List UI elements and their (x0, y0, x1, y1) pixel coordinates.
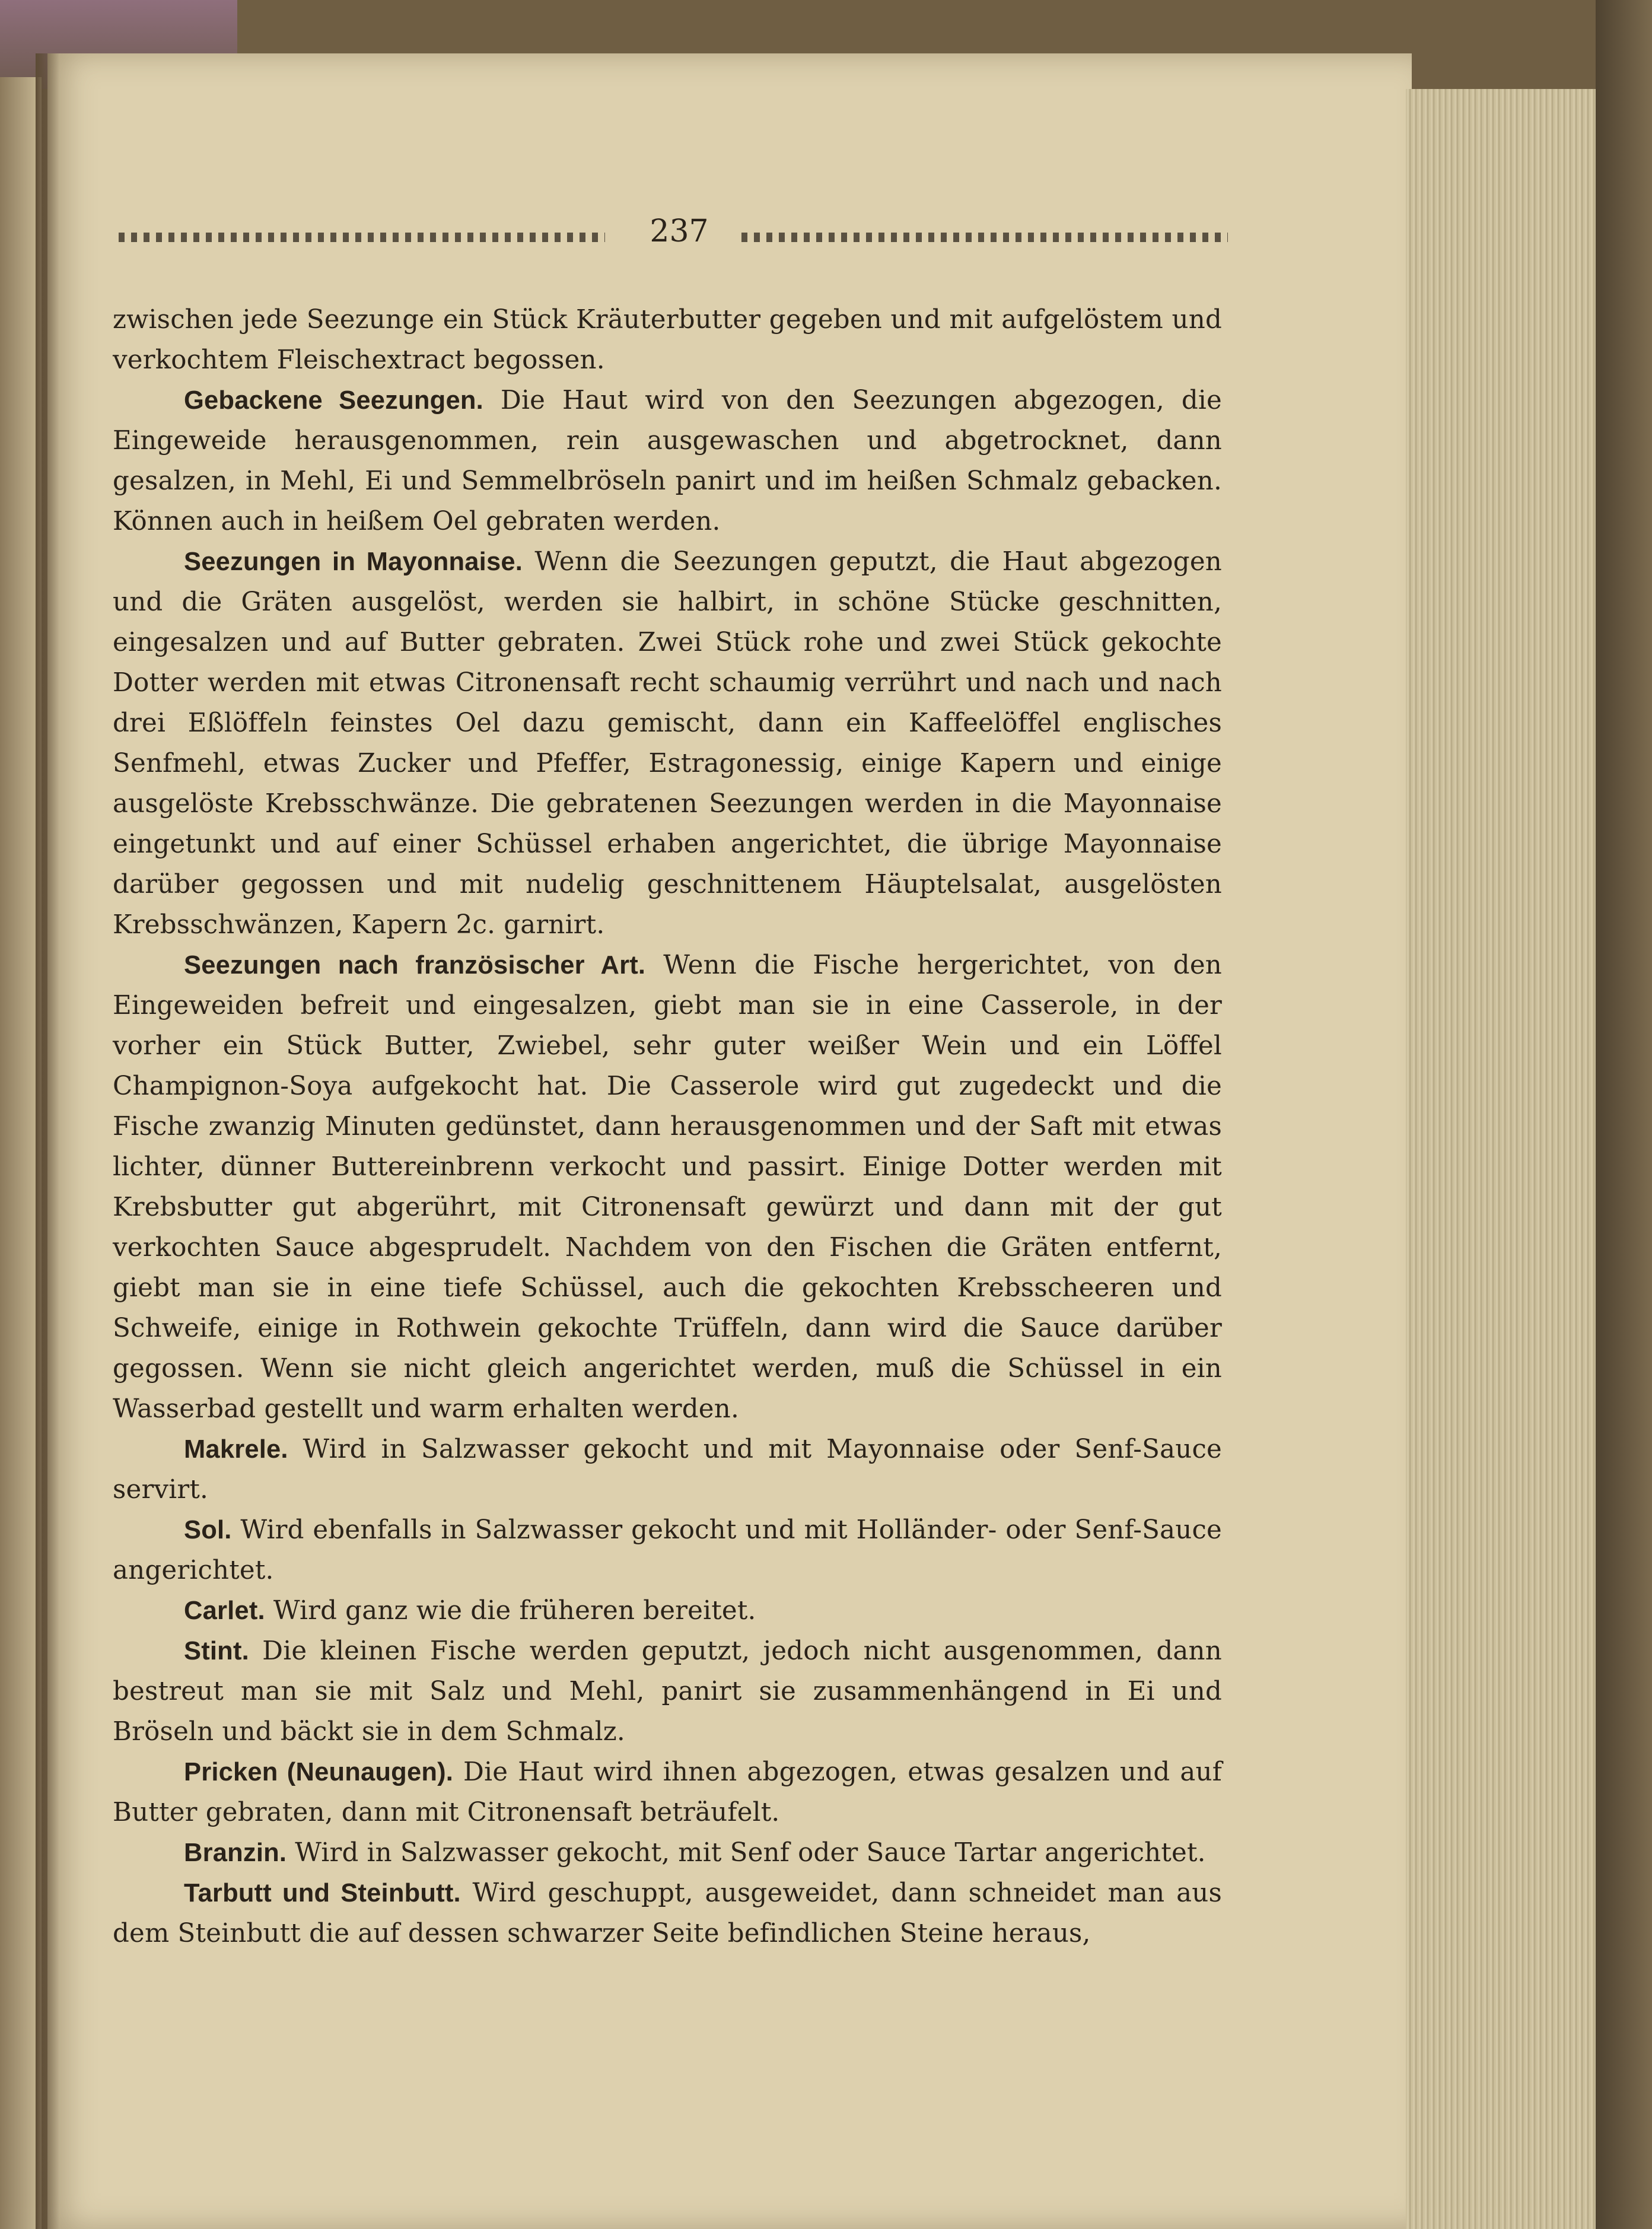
paragraph-text: Wird in Salzwasser gekocht, mit Senf oder Sauce Tartar angerichtet. (295, 1838, 1206, 1868)
recipe-heading: Tarbutt und Steinbutt. (184, 1879, 461, 1907)
recipe-heading: Seezungen nach französischer Art. (184, 951, 646, 980)
paragraph-text: Wird in Salzwasser gekocht und mit Mayonnaise oder Senf-Sauce servirt. (113, 1435, 1222, 1505)
paragraph-continuation (113, 300, 1222, 380)
paragraph-text: Wenn die Fische hergerichtet, von den Eingeweiden befreit und eingesalzen, giebt man sie in eine Casserole, in der vorher ein Stück Butter, Zwiebel, sehr guter weißer Wein und ein Löffel Champignon-Soya aufgekocht hat. Die Casserole wird gut zugedeckt und die Fische zwanzig Minuten gedünstet, dann herausgenommen und der Saft mit etwas lichter, dünner Buttereinbrenn verkocht und passirt. Einige Dotter werden mit Krebsbutter gut abgerührt, mit Citronensaft gewürzt und dann mit der gut verkochten Sauce abgesprudelt. Nachdem von den Fischen die Gräten entfernt, giebt man sie in eine tiefe Schüssel, auch die gekochten Krebsscheeren und Schweife, einige in Rothwein gekochte Trüffeln, dann wird die Sauce darüber gegossen. Wenn sie nicht gleich angerichtet werden, muß die Schüssel in ein Wasserbad gestellt und warm erhalten werden. (113, 950, 1222, 1424)
page-header (119, 214, 1228, 261)
recipe-heading: Carlet. (184, 1597, 265, 1625)
recipe-makrele (113, 1429, 1222, 1510)
header-ornament-right (741, 233, 1228, 242)
recipe-seezungen-mayonnaise (113, 542, 1222, 945)
spine-shadow (36, 53, 59, 2229)
paragraph-text: zwischen jede Seezunge ein Stück Kräuterbutter gegeben und mit aufgelöstem und verkochtem Fleischextract begossen. (113, 305, 1222, 375)
recipe-gebackene-seezungen (113, 380, 1222, 542)
header-ornament-left (119, 233, 605, 242)
paragraph-text: Wird ebenfalls in Salzwasser gekocht und mit Holländer- oder Senf-Sauce angerichtet. (113, 1515, 1222, 1585)
recipe-heading: Sol. (184, 1516, 232, 1544)
recipe-sol (113, 1510, 1222, 1591)
recipe-stint (113, 1631, 1222, 1752)
recipe-heading: Branzin. (184, 1839, 287, 1867)
recipe-pricken (113, 1752, 1222, 1833)
recipe-heading: Stint. (184, 1637, 249, 1665)
recipe-branzin (113, 1833, 1222, 1873)
recipe-heading: Pricken (Neunaugen). (184, 1758, 454, 1786)
paragraph-text: Wenn die Seezungen geputzt, die Haut abgezogen und die Gräten ausgelöst, werden sie halbirt, in schöne Stücke geschnitten, eingesalzen und auf Butter gebraten. Zwei Stück rohe und zwei Stück gekochte Dotter werden mit etwas Citronensaft recht schaumig verrührt und nach und nach drei Eßlöffeln feinstes Oel dazu gemischt, dann ein Kaffeelöffel englisches Senfmehl, etwas Zucker und Pfeffer, Estragonessig, einige Kapern und einige ausgelöste Krebsschwänze. Die gebratenen Seezungen werden in die Mayonnaise eingetunkt und auf einer Schüssel erhaben angerichtet, die übrige Mayonnaise darüber gegossen und mit nudelig geschnittenem Häuptelsalat, ausgelösten Krebsschwänzen, Kapern 2c. garnirt. (113, 547, 1223, 940)
recipe-carlet (113, 1591, 1222, 1631)
book-cover-edge (1596, 0, 1652, 2229)
page-number: 237 (650, 214, 709, 249)
body-text (113, 300, 1222, 1954)
paragraph-text: Die kleinen Fische werden geputzt, jedoch nicht ausgenommen, dann bestreut man sie mit Salz und Mehl, panirt sie zusammenhängend in Ei und Bröseln und bäckt sie in dem Schmalz. (113, 1636, 1222, 1747)
page-edges (1406, 89, 1596, 2229)
recipe-seezungen-franzoesisch (113, 945, 1222, 1429)
recipe-tarbutt (113, 1873, 1222, 1954)
paragraph-text: Wird geschuppt, ausgeweidet, dann schneidet man aus dem Steinbutt die auf dessen schwarzer Seite befindlichen Steine heraus, (113, 1878, 1222, 1948)
recipe-heading: Seezungen in Mayonnaise. (184, 548, 523, 576)
paragraph-text: Die Haut wird ihnen abgezogen, etwas gesalzen und auf Butter gebraten, dann mit Citronensaft beträufelt. (113, 1757, 1222, 1827)
paragraph-text: Die Haut wird von den Seezungen abgezogen, die Eingeweide herausgenommen, rein ausgewaschen und abgetrocknet, dann gesalzen, in Mehl, Ei und Semmelbröseln panirt und im heißen Schmalz gebacken. Können auch in heißem Oel gebraten werden. (113, 386, 1222, 536)
recipe-heading: Makrele. (184, 1435, 288, 1464)
paragraph-text: Wird ganz wie die früheren bereitet. (273, 1596, 756, 1626)
recipe-heading: Gebackene Seezungen. (184, 386, 483, 415)
